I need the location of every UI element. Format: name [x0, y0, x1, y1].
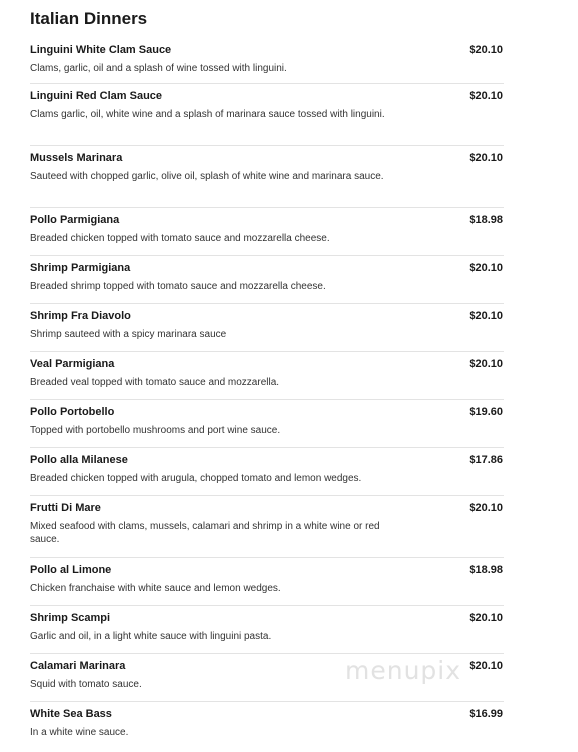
menu-item-price: $18.98 — [469, 564, 503, 576]
menu-item-name: Calamari Marinara — [30, 660, 126, 672]
menu-item-description: Shrimp sauteed with a spicy marinara sauce — [30, 329, 227, 340]
menu-item-description: Breaded chicken topped with tomato sauce and mozzarella cheese. — [30, 233, 330, 244]
menu-item-name: Veal Parmigiana — [30, 358, 115, 370]
menu-item — [30, 146, 504, 208]
menu-item-list — [30, 38, 504, 746]
menu-item-name: Pollo Parmigiana — [30, 214, 120, 226]
menu-item-price: $20.10 — [469, 660, 503, 672]
menu-item-price: $20.10 — [469, 152, 503, 164]
menu-item-name: White Sea Bass — [30, 708, 112, 720]
menu-item-name: Mussels Marinara — [30, 152, 123, 164]
menu-item — [30, 606, 504, 654]
menu-item-price: $19.60 — [469, 406, 503, 418]
menu-item-description: Breaded veal topped with tomato sauce and mozzarella. — [30, 377, 280, 388]
menu-item — [30, 496, 504, 558]
menu-item-price: $20.10 — [469, 90, 503, 102]
menu-item — [30, 400, 504, 448]
menu-item — [30, 208, 504, 256]
watermark-logo: menupix — [345, 656, 462, 685]
menu-item — [30, 448, 504, 496]
menu-item-name: Linguini Red Clam Sauce — [30, 90, 163, 102]
menu-item-price: $20.10 — [469, 262, 503, 274]
menu-section-title: Italian Dinners — [30, 9, 148, 28]
menu-item — [30, 304, 504, 352]
menu-item — [30, 38, 504, 84]
menu-item-price: $20.10 — [469, 310, 503, 322]
menu-item-name: Pollo al Limone — [30, 564, 112, 576]
menu-item-description: In a white wine sauce. — [30, 727, 129, 738]
menu-item-name: Frutti Di Mare — [30, 502, 101, 514]
menu-item — [30, 84, 504, 146]
menu-item-name: Pollo Portobello — [30, 406, 115, 418]
menu-item-description: Breaded shrimp topped with tomato sauce and mozzarella cheese. — [30, 281, 326, 292]
menu-item-description: Topped with portobello mushrooms and port wine sauce. — [30, 425, 281, 436]
menu-item-description: Mixed seafood with clams, mussels, calamari and shrimp in a white wine or red sauce. — [30, 521, 380, 545]
menu-item-price: $20.10 — [469, 358, 503, 370]
menu-item-description: Squid with tomato sauce. — [30, 679, 142, 690]
menu-item-name: Shrimp Scampi — [30, 612, 111, 624]
menu-item-name: Shrimp Parmigiana — [30, 262, 131, 274]
menu-item — [30, 702, 504, 746]
menu-item-description: Breaded chicken topped with arugula, chopped tomato and lemon wedges. — [30, 473, 362, 484]
menu-item — [30, 558, 504, 606]
menu-item-description: Clams garlic, oil, white wine and a splash of marinara sauce tossed with linguini. — [30, 109, 385, 120]
menu-item-price: $20.10 — [469, 44, 503, 56]
menu-item-name: Pollo alla Milanese — [30, 454, 128, 466]
menu-item — [30, 256, 504, 304]
menu-item-price: $20.10 — [469, 502, 503, 514]
menu-item-description: Garlic and oil, in a light white sauce with linguini pasta. — [30, 631, 272, 642]
menu-item-price: $16.99 — [469, 708, 503, 720]
menu-item-description: Chicken franchaise with white sauce and lemon wedges. — [30, 583, 281, 594]
menu-item-description: Sauteed with chopped garlic, olive oil, splash of white wine and marinara sauce. — [30, 171, 384, 182]
menu-item-name: Shrimp Fra Diavolo — [30, 310, 131, 322]
menu-item-description: Clams, garlic, oil and a splash of wine tossed with linguini. — [30, 63, 287, 74]
menu-item-price: $20.10 — [469, 612, 503, 624]
menu-item — [30, 352, 504, 400]
menu-item-price: $18.98 — [469, 214, 503, 226]
menu-item-price: $17.86 — [469, 454, 503, 466]
menu-item-name: Linguini White Clam Sauce — [30, 44, 172, 56]
